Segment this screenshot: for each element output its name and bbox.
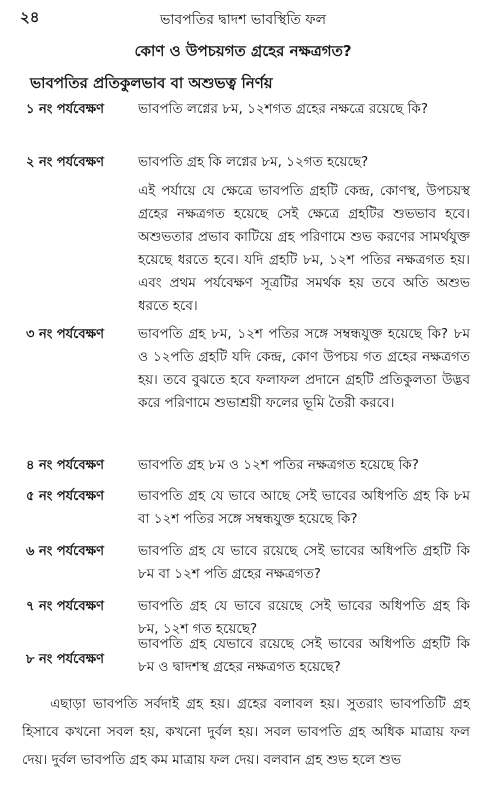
observation-1-text: ভাবপতি লগ্নের ৮ম, ১২শগত গ্রহের নক্ষত্রে রয়েছে কি?	[138, 101, 429, 117]
section-heading: ভাবপতির প্রতিকুলভাব বা অশুভত্ব নির্ণয়	[30, 74, 273, 92]
observation-8-text: ভাবপতি গ্রহ যেভাবে রয়েছে সেই ভাবের অধিপতি গ্রহটি কি ৮ম ও দ্বাদশস্থ গ্রহের নক্ষত্রগত হয়েছে?	[138, 636, 470, 675]
closing-paragraph: এছাড়া ভাবপতি সর্বদাই গ্রহ হয়। গ্রহের বলাবল হয়। সুতরাং ভাবপতিটি গ্রহ হিসাবে কখনো সবল হয়, কখনো দুর্বল হয়। সবল ভাবপতি গ্রহ অধিক মাত্রায় ফল দেয়। দুর্বল ভাবপতি গ্রহ কম মাত্রায় ফল দেয়। বলবান গ্রহ শুভ হলে শুভ	[22, 696, 470, 768]
observation-6-label: ৬ নং পর্যবেক্ষণ	[26, 544, 105, 559]
observation-4-text: ভাবপতি গ্রহ ৮ম ও ১২শ পতির নক্ষত্রগত হয়েছে কি?	[138, 457, 419, 473]
observation-3-label: ৩ নং পর্যবেক্ষণ	[26, 327, 105, 342]
observation-2-label: ২ নং পর্যবেক্ষণ	[26, 155, 105, 170]
observation-8-label: ৮ নং পর্যবেক্ষণ	[26, 652, 105, 667]
observation-5-label: ৫ নং পর্যবেক্ষণ	[26, 489, 105, 504]
page-heading: কোণ ও উপচয়গত গ্রহের নক্ষত্রগত?	[134, 42, 352, 60]
page-number: ২৪	[20, 8, 40, 26]
running-head: ভাবপতির দ্বাদশ ভাবস্থিতি ফল	[159, 12, 327, 28]
observation-5-text: ভাবপতি গ্রহ যে ভাবে আছে সেই ভাবের অধিপতি গ্রহ কি ৮ম বা ১২শ পতির সঙ্গে সম্বন্ধযুক্ত হয়েছে কি?	[138, 488, 470, 527]
observation-4-label: ৪ নং পর্যবেক্ষণ	[26, 458, 105, 473]
observation-3-text: ভাবপতি গ্রহ ৮ম, ১২শ পতির সঙ্গে সম্বন্ধযুক্ত হয়েছে কি? ৮ম ও ১২পতি গ্রহটি যদি কেন্দ্র, কোণ উপচয় গত গ্রহের নক্ষত্রগত হয়। তবে বুঝতে হবে ফলাফল প্রদানে গ্রহটি প্রতিকুলতা উদ্ভব করে পরিণামে শুভাশ্রয়ী ফলের ভূমি তৈরী করবে।	[138, 326, 470, 411]
observation-1-label: ১ নং পর্যবেক্ষণ	[26, 102, 105, 117]
observation-7-text: ভাবপতি গ্রহ যে ভাবে রয়েছে সেই ভাবের অধিপতি গ্রহ কি ৮ম, ১২শ গত হয়েছে?	[138, 598, 470, 637]
observation-2-text: ভাবপতি গ্রহ কি লগ্নের ৮ম, ১২গত হয়েছে?	[138, 154, 369, 170]
observation-2-explanation: এই পর্যায়ে যে ক্ষেত্রে ভাবপতি গ্রহটি কেন্দ্র, কোণস্থ, উপচয়স্থ গ্রহের নক্ষত্রগত হয়েছে সেই ক্ষেত্রে গ্রহটির শুভভাব হবে। অশুভতার প্রভাব কাটিয়ে গ্রহ পরিণামে শুভ করণের সামর্থযুক্ত হয়েছে ধরতে হবে। যদি গ্রহটি ৮ম, ১২শ পতির নক্ষত্রগত হয়। এবং প্রথম পর্যবেক্ষণ সূত্রটির সমর্থক হয় তবে অতি অশুভ ধরতে হবে।	[138, 183, 470, 314]
observation-7-label: ৭ নং পর্যবেক্ষণ	[26, 599, 105, 614]
observation-6-text: ভাবপতি গ্রহ যে ভাবে রয়েছে সেই ভাবের অধিপতি গ্রহটি কি ৮ম বা ১২শ পতি গ্রহের নক্ষত্রগত?	[138, 543, 470, 582]
